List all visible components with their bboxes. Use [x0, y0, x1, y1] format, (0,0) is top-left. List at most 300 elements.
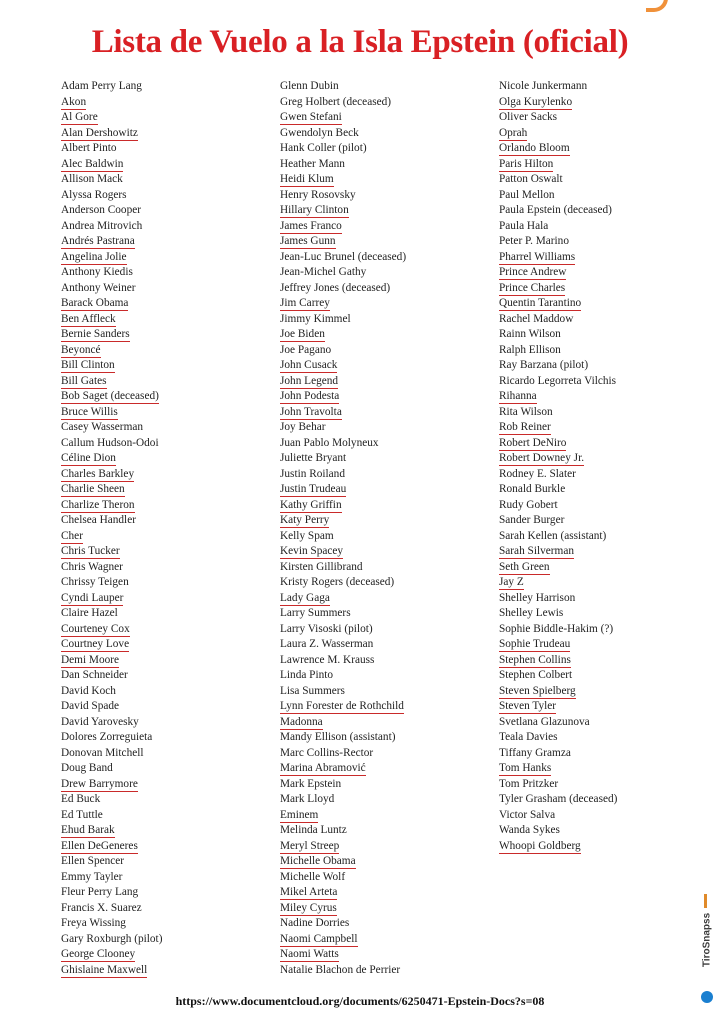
name-entry: [61, 761, 162, 777]
name-entry: [499, 141, 617, 157]
name-text: David Koch: [61, 684, 116, 697]
name-entry: [61, 234, 162, 250]
name-entry: [499, 746, 617, 762]
name-text: Naomi Watts: [280, 948, 339, 960]
name-text: Jim Carrey: [280, 297, 330, 309]
name-entry: [61, 885, 162, 901]
name-entry: [499, 374, 617, 390]
name-entry: [61, 653, 162, 669]
name-text: Justin Trudeau: [280, 483, 347, 495]
name-entry: [499, 715, 617, 731]
name-entry: [61, 839, 162, 855]
name-entry: [61, 358, 162, 374]
name-text: Wanda Sykes: [499, 824, 560, 836]
name-entry: [280, 141, 406, 157]
name-text: Charlize Theron: [61, 498, 135, 511]
name-text: George Clooney: [61, 948, 136, 960]
name-entry: [499, 467, 617, 483]
name-text: Mandy Ellison (assistant): [280, 731, 396, 743]
name-entry: [61, 172, 162, 188]
name-text: Andrés Pastrana: [61, 235, 135, 247]
name-entry: [280, 653, 406, 669]
name-entry: [499, 684, 617, 700]
name-text: Gwendolyn Beck: [280, 126, 359, 139]
name-entry: [499, 529, 617, 545]
name-text: Jeffrey Jones (deceased): [280, 281, 391, 294]
name-entry: [61, 575, 162, 591]
name-text: Cher: [61, 529, 83, 542]
name-entry: [280, 684, 406, 700]
name-entry: [280, 358, 406, 374]
name-text: Heather Mann: [280, 157, 345, 170]
name-text: Anthony Kiedis: [61, 266, 133, 278]
name-text: Rob Reiner: [499, 421, 551, 433]
name-text: Bill Clinton: [61, 359, 115, 371]
name-entry: [61, 312, 162, 328]
name-text: Gary Roxburgh (pilot): [61, 932, 163, 945]
name-text: Albert Pinto: [61, 142, 117, 154]
name-entry: [280, 482, 406, 498]
name-entry: [499, 606, 617, 622]
name-entry: [61, 281, 162, 297]
name-entry: [280, 761, 406, 777]
name-text: Glenn Dubin: [280, 80, 339, 92]
name-entry: [280, 498, 406, 514]
name-entry: [499, 792, 617, 808]
name-entry: [61, 870, 162, 886]
name-entry: [499, 79, 617, 95]
name-text: Paula Epstein (deceased): [499, 204, 612, 216]
name-entry: [61, 560, 162, 576]
name-entry: [61, 932, 162, 948]
name-entry: [61, 622, 162, 638]
name-text: Quentin Tarantino: [499, 297, 582, 309]
name-entry: [61, 513, 162, 529]
name-text: Paris Hilton: [499, 157, 554, 170]
name-text: Ehud Barak: [61, 824, 115, 836]
name-text: Tom Pritzker: [499, 777, 559, 790]
name-entry: [499, 451, 617, 467]
name-text: Lynn Forester de Rothchild: [280, 700, 404, 712]
name-entry: [61, 699, 162, 715]
name-text: Lawrence M. Krauss: [280, 653, 375, 666]
name-text: Bruce Willis: [61, 405, 118, 418]
name-entry: [280, 808, 406, 824]
name-entry: [499, 637, 617, 653]
name-entry: [61, 963, 162, 979]
name-text: Peter P. Marino: [499, 235, 569, 247]
name-text: Eminem: [280, 808, 319, 821]
name-text: Freya Wissing: [61, 917, 126, 929]
name-text: Jean-Michel Gathy: [280, 266, 367, 278]
name-entry: [280, 389, 406, 405]
name-text: Marc Collins-Rector: [280, 746, 374, 759]
name-entry: [499, 544, 617, 560]
name-text: Kirsten Gillibrand: [280, 560, 363, 573]
name-text: Miley Cyrus: [280, 901, 337, 914]
name-entry: [280, 730, 406, 746]
name-entry: [280, 265, 406, 281]
name-text: Ed Buck: [61, 793, 101, 805]
name-text: Sarah Kellen (assistant): [499, 529, 607, 542]
name-text: Melinda Luntz: [280, 824, 347, 836]
name-text: Seth Green: [499, 560, 550, 573]
name-text: Alyssa Rogers: [61, 188, 127, 201]
name-entry: [280, 467, 406, 483]
name-text: Justin Roiland: [280, 467, 345, 480]
name-text: Ricardo Legorreta Vilchis: [499, 374, 617, 387]
name-text: Orlando Bloom: [499, 142, 570, 154]
name-entry: [280, 591, 406, 607]
name-text: Mark Lloyd: [280, 793, 335, 805]
name-text: Bernie Sanders: [61, 328, 130, 340]
name-text: Ghislaine Maxwell: [61, 963, 148, 976]
name-text: Naomi Campbell: [280, 932, 358, 945]
name-text: Dan Schneider: [61, 669, 128, 681]
name-text: Robert Downey Jr.: [499, 452, 585, 464]
name-text: Barack Obama: [61, 297, 129, 309]
name-text: Nicole Junkermann: [499, 80, 588, 92]
name-entry: [61, 389, 162, 405]
name-text: Natalie Blachon de Perrier: [280, 963, 401, 976]
name-text: Al Gore: [61, 111, 98, 123]
name-text: Courteney Cox: [61, 622, 130, 635]
name-text: Stephen Collins: [499, 653, 571, 666]
name-entry: [280, 575, 406, 591]
name-entry: [61, 637, 162, 653]
name-text: Shelley Lewis: [499, 607, 564, 619]
name-entry: [61, 250, 162, 266]
name-entry: [499, 482, 617, 498]
name-text: Sophie Trudeau: [499, 638, 571, 650]
name-text: Alec Baldwin: [61, 157, 124, 170]
name-entry: [280, 901, 406, 917]
name-entry: [61, 451, 162, 467]
name-text: Ed Tuttle: [61, 808, 103, 821]
name-entry: [61, 916, 162, 932]
name-entry: [499, 436, 617, 452]
name-entry: [280, 513, 406, 529]
name-text: Chelsea Handler: [61, 514, 136, 526]
name-text: Tom Hanks: [499, 762, 552, 774]
name-text: Kelly Spam: [280, 529, 334, 542]
name-text: Michelle Obama: [280, 855, 356, 867]
name-entry: [280, 281, 406, 297]
name-text: Robert DeNiro: [499, 436, 567, 449]
name-text: Rudy Gobert: [499, 498, 558, 511]
name-text: James Gunn: [280, 235, 336, 247]
name-entry: [280, 327, 406, 343]
name-entry: [499, 250, 617, 266]
name-text: Larry Summers: [280, 607, 351, 619]
name-entry: [61, 79, 162, 95]
name-text: Tiffany Gramza: [499, 746, 571, 759]
camera-logo-icon: [701, 991, 713, 1003]
name-text: Charlie Sheen: [61, 483, 125, 495]
corner-decoration: [646, 0, 668, 12]
name-text: Victor Salva: [499, 808, 556, 821]
name-entry: [499, 110, 617, 126]
name-text: Nadine Dorries: [280, 917, 350, 929]
name-entry: [280, 560, 406, 576]
name-entry: [61, 544, 162, 560]
name-entry: [61, 343, 162, 359]
name-entry: [61, 467, 162, 483]
name-entry: [280, 234, 406, 250]
source-url: https://www.documentcloud.org/documents/6250471-Epstein-Docs?s=08: [175, 994, 545, 1008]
name-text: Ralph Ellison: [499, 343, 561, 356]
name-entry: [499, 761, 617, 777]
name-entry: [61, 482, 162, 498]
name-entry: [499, 513, 617, 529]
name-entry: [499, 622, 617, 638]
name-entry: [61, 95, 162, 111]
name-entry: [499, 405, 617, 421]
name-text: Madonna: [280, 715, 323, 728]
name-text: Hillary Clinton: [280, 204, 349, 216]
name-text: Shelley Harrison: [499, 591, 576, 604]
name-text: Ray Barzana (pilot): [499, 359, 589, 371]
name-entry: [280, 126, 406, 142]
name-entry: [61, 901, 162, 917]
name-entry: [499, 203, 617, 219]
name-entry: [499, 839, 617, 855]
name-entry: [280, 79, 406, 95]
name-text: Teala Davies: [499, 731, 558, 743]
name-text: Paula Hala: [499, 219, 549, 232]
name-text: Andrea Mitrovich: [61, 219, 143, 232]
name-entry: [499, 265, 617, 281]
name-text: John Legend: [280, 374, 339, 387]
name-text: Fleur Perry Lang: [61, 886, 139, 898]
name-entry: [61, 730, 162, 746]
name-entry: [280, 947, 406, 963]
name-entry: [280, 420, 406, 436]
name-text: Sophie Biddle-Hakim (?): [499, 622, 614, 635]
name-text: Paul Mellon: [499, 188, 555, 201]
name-entry: [61, 792, 162, 808]
name-entry: [61, 529, 162, 545]
name-text: Svetlana Glazunova: [499, 715, 590, 728]
name-text: Prince Charles: [499, 281, 566, 294]
name-text: Allison Mack: [61, 173, 123, 185]
name-text: Stephen Colbert: [499, 669, 573, 681]
name-entry: [280, 746, 406, 762]
name-entry: [499, 653, 617, 669]
name-entry: [499, 575, 617, 591]
name-text: Joy Behar: [280, 421, 326, 433]
name-entry: [61, 777, 162, 793]
name-entry: [61, 126, 162, 142]
name-entry: [280, 622, 406, 638]
name-entry: [280, 451, 406, 467]
watermark-bar: [704, 894, 707, 908]
name-entry: [61, 110, 162, 126]
name-entry: [280, 219, 406, 235]
name-text: Kevin Spacey: [280, 545, 344, 557]
name-text: Jean-Luc Brunel (deceased): [280, 250, 407, 263]
name-entry: [499, 358, 617, 374]
name-entry: [499, 219, 617, 235]
name-text: Alan Dershowitz: [61, 126, 138, 139]
name-entry: [280, 932, 406, 948]
name-text: Ronald Burkle: [499, 483, 566, 495]
name-text: Gwen Stefani: [280, 111, 342, 123]
name-text: Joe Pagano: [280, 343, 332, 356]
name-entry: [499, 234, 617, 250]
name-entry: [499, 823, 617, 839]
name-text: Greg Holbert (deceased): [280, 95, 392, 108]
name-entry: [280, 312, 406, 328]
name-entry: [61, 808, 162, 824]
name-text: Jay Z: [499, 576, 524, 588]
name-entry: [280, 95, 406, 111]
name-entry: [280, 823, 406, 839]
name-text: John Podesta: [280, 390, 340, 402]
name-text: Callum Hudson-Odoi: [61, 436, 159, 449]
name-text: Larry Visoski (pilot): [280, 622, 373, 635]
name-text: Charles Barkley: [61, 467, 135, 480]
name-column-3: [499, 79, 617, 854]
name-text: Courtney Love: [61, 638, 130, 650]
name-text: David Yarovesky: [61, 715, 139, 728]
name-text: Francis X. Suarez: [61, 901, 142, 914]
name-text: Adam Perry Lang: [61, 80, 142, 92]
name-entry: [61, 203, 162, 219]
name-text: Linda Pinto: [280, 669, 334, 681]
name-text: Lady Gaga: [280, 591, 330, 604]
name-text: Tyler Grasham (deceased): [499, 793, 618, 805]
name-entry: [280, 792, 406, 808]
name-entry: [61, 668, 162, 684]
name-text: Rodney E. Slater: [499, 467, 576, 480]
name-text: Dolores Zorreguieta: [61, 731, 153, 743]
name-entry: [499, 188, 617, 204]
name-entry: [280, 529, 406, 545]
name-entry: [499, 777, 617, 793]
name-entry: [280, 188, 406, 204]
name-entry: [499, 312, 617, 328]
name-entry: [280, 885, 406, 901]
name-text: Olga Kurylenko: [499, 95, 573, 108]
name-text: Rainn Wilson: [499, 328, 561, 340]
name-text: Lisa Summers: [280, 684, 345, 697]
name-text: Chrissy Teigen: [61, 576, 129, 588]
name-entry: [499, 281, 617, 297]
name-entry: [499, 668, 617, 684]
name-entry: [61, 436, 162, 452]
name-text: Donovan Mitchell: [61, 746, 144, 759]
name-entry: [280, 250, 406, 266]
name-entry: [499, 389, 617, 405]
watermark-text: TiroSnapss: [701, 912, 713, 968]
name-text: Céline Dion: [61, 452, 116, 464]
name-text: Claire Hazel: [61, 607, 118, 619]
name-text: Kathy Griffin: [280, 498, 342, 511]
name-text: Emmy Tayler: [61, 870, 123, 883]
name-entry: [61, 746, 162, 762]
name-text: Rihanna: [499, 390, 537, 402]
name-entry: [61, 296, 162, 312]
name-text: Cyndi Lauper: [61, 591, 124, 604]
name-text: Prince Andrew: [499, 266, 567, 278]
name-entry: [61, 854, 162, 870]
name-entry: [280, 544, 406, 560]
name-text: Pharrel Williams: [499, 250, 576, 263]
name-text: Mark Epstein: [280, 777, 342, 790]
name-text: Sander Burger: [499, 514, 565, 526]
name-text: Steven Tyler: [499, 700, 557, 712]
name-entry: [499, 172, 617, 188]
name-entry: [280, 839, 406, 855]
name-entry: [61, 715, 162, 731]
name-text: Anderson Cooper: [61, 204, 142, 216]
name-column-1: [61, 79, 162, 978]
name-entry: [499, 591, 617, 607]
name-entry: [280, 436, 406, 452]
name-text: Angelina Jolie: [61, 250, 127, 263]
name-entry: [499, 126, 617, 142]
name-entry: [499, 808, 617, 824]
name-text: Juliette Bryant: [280, 452, 347, 464]
name-entry: [61, 188, 162, 204]
name-entry: [280, 699, 406, 715]
name-text: Hank Coller (pilot): [280, 142, 367, 154]
name-text: Demi Moore: [61, 653, 120, 666]
name-entry: [61, 947, 162, 963]
name-entry: [499, 95, 617, 111]
name-entry: [280, 963, 406, 979]
name-entry: [499, 498, 617, 514]
name-entry: [61, 498, 162, 514]
name-text: Jimmy Kimmel: [280, 312, 351, 325]
name-entry: [499, 730, 617, 746]
name-entry: [280, 374, 406, 390]
name-entry: [280, 715, 406, 731]
name-text: Patton Oswalt: [499, 173, 563, 185]
name-entry: [61, 684, 162, 700]
name-entry: [61, 420, 162, 436]
name-text: Marina Abramović: [280, 762, 366, 774]
name-text: Steven Spielberg: [499, 684, 576, 697]
name-entry: [499, 560, 617, 576]
name-entry: [280, 870, 406, 886]
name-text: Drew Barrymore: [61, 777, 138, 790]
name-text: Joe Biden: [280, 328, 325, 340]
name-text: Bob Saget (deceased): [61, 390, 159, 402]
name-entry: [499, 343, 617, 359]
watermark: [694, 880, 720, 1015]
name-entry: [61, 374, 162, 390]
name-entry: [280, 110, 406, 126]
name-text: Casey Wasserman: [61, 421, 144, 433]
name-entry: [61, 405, 162, 421]
name-text: Heidi Klum: [280, 173, 334, 185]
name-text: Oprah: [499, 126, 528, 139]
name-text: Kristy Rogers (deceased): [280, 576, 395, 588]
name-entry: [499, 420, 617, 436]
name-text: James Franco: [280, 219, 342, 232]
name-entry: [499, 327, 617, 343]
name-text: Whoopi Goldberg: [499, 839, 581, 852]
name-text: Oliver Sacks: [499, 111, 558, 123]
name-text: Rita Wilson: [499, 405, 553, 418]
name-entry: [499, 699, 617, 715]
name-text: Laura Z. Wasserman: [280, 638, 374, 650]
name-entry: [280, 203, 406, 219]
name-entry: [61, 606, 162, 622]
name-text: Chris Wagner: [61, 560, 123, 573]
